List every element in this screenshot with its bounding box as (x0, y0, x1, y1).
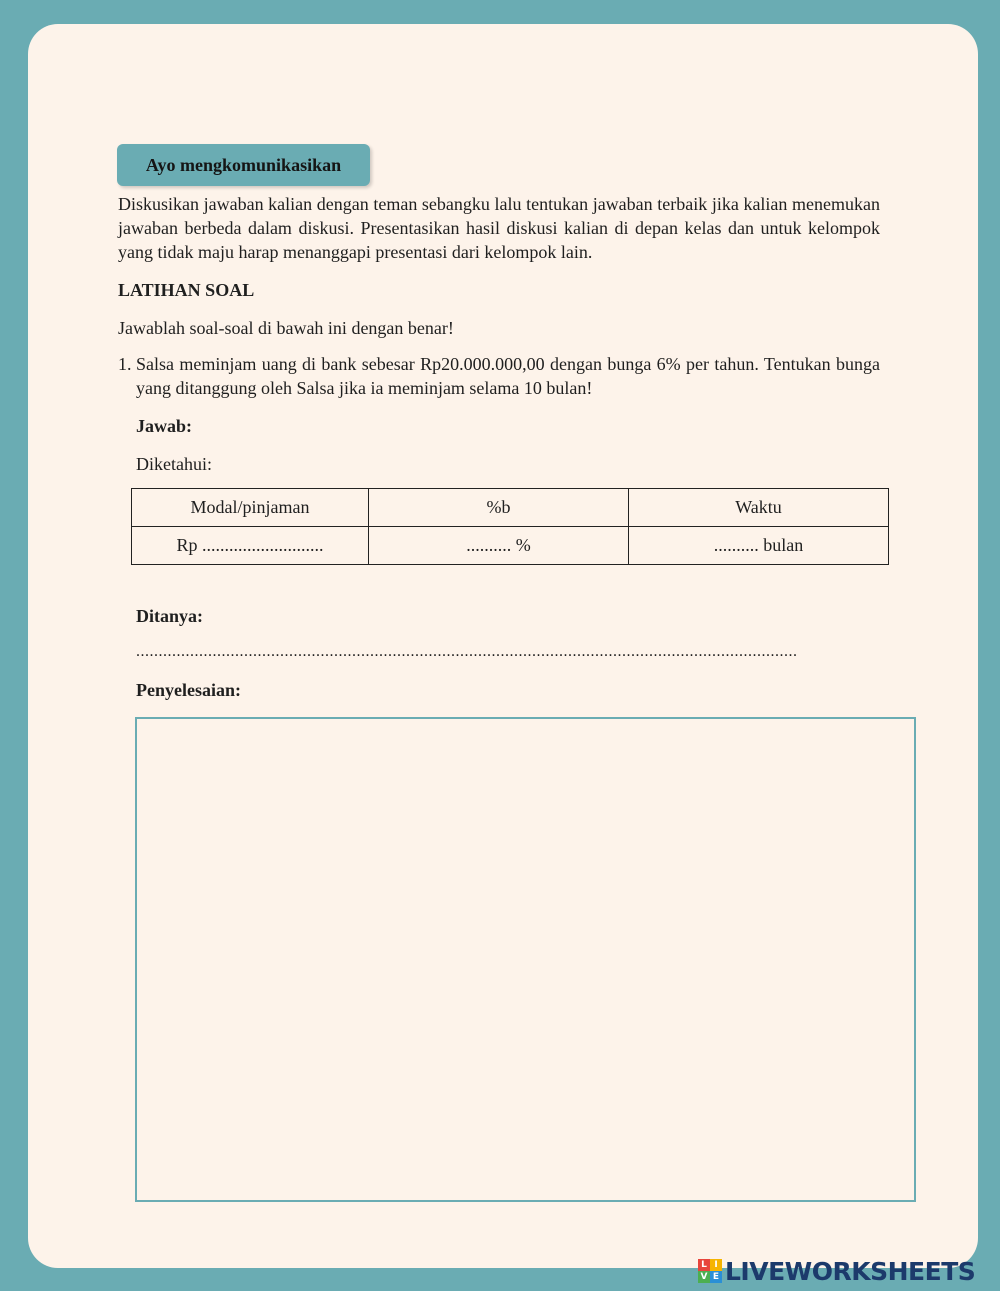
instruction-text: Jawablah soal-soal di bawah ini dengan benar! (118, 318, 454, 338)
logo-letter: E (710, 1271, 722, 1283)
question-text: Salsa meminjam uang di bank sebesar Rp20.000.000,00 dengan bunga 6% per tahun. Tentukan bunga yang ditanggung oleh Salsa jika ia meminjam selama 10 bulan! (136, 354, 880, 398)
ditanya-label: Ditanya: (136, 606, 203, 626)
waktu-input-cell[interactable]: .......... bulan (629, 527, 889, 565)
question-item (118, 352, 880, 400)
header-modal: Modal/pinjaman (132, 489, 369, 527)
table-header-row (132, 489, 889, 527)
known-values-table (131, 488, 889, 565)
diketahui-label: Diketahui: (136, 454, 212, 474)
logo-letter: L (698, 1259, 710, 1271)
intro-paragraph: Diskusikan jawaban kalian dengan teman sebangku lalu tentukan jawaban terbaik jika kalian menemukan jawaban berbeda dalam diskusi. Presentasikan hasil diskusi kalian di depan kelas dan untuk kelompok yang tidak maju harap menanggapi presentasi dari kelompok lain. (118, 194, 880, 262)
ditanya-answer-line[interactable]: ................................................................................................................................................... (136, 643, 798, 660)
modal-input-cell[interactable]: Rp ........................... (132, 527, 369, 565)
logo-letter: V (698, 1271, 710, 1283)
question-number: 1. (118, 354, 132, 374)
liveworksheets-logo-icon (698, 1259, 722, 1283)
logo-letter: I (710, 1259, 722, 1271)
penyelesaian-label: Penyelesaian: (136, 680, 241, 700)
header-percent-b: %b (369, 489, 629, 527)
percent-input-cell[interactable]: .......... % (369, 527, 629, 565)
liveworksheets-brand (698, 1256, 975, 1286)
table-row (132, 527, 889, 565)
solution-answer-box[interactable] (135, 717, 916, 1202)
section-heading: LATIHAN SOAL (118, 280, 255, 300)
header-waktu: Waktu (629, 489, 889, 527)
section-tab: Ayo mengkomunikasikan (117, 144, 370, 186)
jawab-label: Jawab: (136, 416, 193, 436)
brand-name: LIVEWORKSHEETS (725, 1256, 976, 1286)
